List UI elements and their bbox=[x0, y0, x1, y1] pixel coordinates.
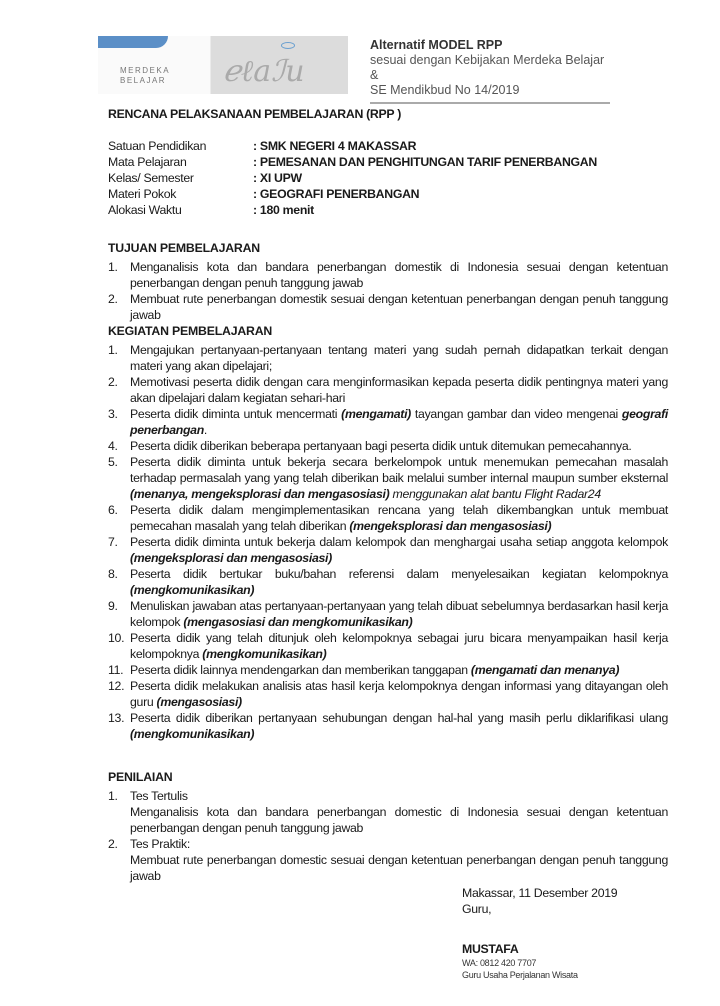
emphasis-text: (menanya, mengeksplorasi dan mengasosiasi) bbox=[130, 487, 390, 501]
list-item bbox=[108, 438, 668, 454]
item-number: 2. bbox=[108, 292, 118, 306]
logo-text: MERDEKA bbox=[120, 66, 171, 75]
identity-row bbox=[108, 186, 597, 202]
emphasis-text: (mengeksplorasi dan mengasosiasi) bbox=[130, 551, 332, 565]
item-number: 2. bbox=[108, 837, 118, 851]
identity-value: : XI UPW bbox=[253, 171, 302, 185]
assessment-type: Tes Praktik: bbox=[130, 837, 190, 851]
emphasis-text: (mengamati) bbox=[341, 407, 411, 421]
item-number: 10. bbox=[108, 631, 125, 645]
item-text-segment: Membuat rute penerbangan domestik sesuai dengan ketentuan penerbangan dengan penuh tanggung jawab bbox=[130, 292, 668, 322]
assessment-item bbox=[108, 788, 668, 836]
emphasis-text: (mengkomunikasikan) bbox=[130, 583, 255, 597]
identity-value: : GEOGRAFI PENERBANGAN bbox=[253, 187, 420, 201]
item-text bbox=[130, 710, 668, 742]
emphasis-text: menggunakan alat bantu Flight Radar24 bbox=[389, 487, 601, 501]
assessment-body bbox=[130, 836, 668, 884]
identity-value: : PEMESANAN DAN PENGHITUNGAN TARIF PENERBANGAN bbox=[253, 155, 597, 169]
identity-value: : 180 menit bbox=[253, 203, 314, 217]
item-text-segment: tayangan gambar dan video mengenai bbox=[410, 407, 622, 421]
list-item bbox=[108, 502, 668, 534]
item-number: 2. bbox=[108, 375, 118, 389]
list-item bbox=[108, 598, 668, 630]
item-text-segment: Peserta didik dalam mengimplementasikan rencana yang telah dikembangkan untuk membuat pemecahan masalah yang telah diberikan bbox=[130, 503, 668, 533]
list-item bbox=[108, 374, 668, 406]
section-tujuan bbox=[108, 240, 668, 323]
signature-block bbox=[462, 885, 617, 981]
list-item bbox=[108, 259, 668, 291]
logo-text: BELAJAR bbox=[120, 76, 167, 85]
identity-label: Satuan Pendidikan bbox=[108, 139, 207, 153]
section-heading: PENILAIAN bbox=[108, 770, 173, 784]
item-text-segment: Peserta didik diberikan beberapa pertanyaan bagi peserta didik untuk ditemukan pemecahannya. bbox=[130, 439, 632, 453]
item-text-segment: Memotivasi peserta didik dengan cara menginformasikan kepada peserta didik pentingnya materi yang akan dipelajari dalam kegiatan sehari-hari bbox=[130, 375, 668, 405]
signer-name: MUSTAFA bbox=[462, 942, 519, 956]
item-text bbox=[130, 438, 668, 454]
identity-value: : SMK NEGERI 4 MAKASSAR bbox=[253, 139, 417, 153]
signer-whatsapp: WA: 0812 420 7707 bbox=[462, 958, 537, 968]
item-text-segment: Peserta didik yang telah ditunjuk oleh kelompoknya sebagai juru bicara menyampaikan hasil kerja kelompoknya bbox=[130, 631, 668, 661]
item-text bbox=[130, 662, 668, 678]
item-text-segment: Peserta didik diminta untuk bekerja dalam kelompok dan menghargai usaha setiap anggota kelompok bbox=[130, 535, 668, 549]
assessment-description: Menganalisis kota dan bandara penerbangan domestic di Indonesia sesuai dengan ketentuan penerbangan dengan penuh tanggung jawab bbox=[130, 805, 668, 835]
item-text-segment: Peserta didik lainnya mendengarkan dan memberikan tanggapan bbox=[130, 663, 471, 677]
identity-row bbox=[108, 202, 597, 218]
signer-position: Guru Usaha Perjalanan Wisata bbox=[462, 970, 578, 980]
item-text bbox=[130, 598, 668, 630]
item-number: 6. bbox=[108, 503, 118, 517]
identity-table bbox=[108, 138, 597, 218]
header-subtitle2: SE Mendikbud No 14/2019 bbox=[370, 83, 520, 97]
identity-row bbox=[108, 138, 597, 154]
list-item bbox=[108, 630, 668, 662]
item-text bbox=[130, 291, 668, 323]
assessment-type: Tes Tertulis bbox=[130, 789, 188, 803]
item-number: 1. bbox=[108, 789, 118, 803]
emphasis-text: (mengeksplorasi dan mengasosiasi) bbox=[349, 519, 552, 533]
list-item bbox=[108, 342, 668, 374]
item-text bbox=[130, 678, 668, 710]
list-item bbox=[108, 454, 668, 502]
identity-label: Materi Pokok bbox=[108, 187, 177, 201]
section-penilaian bbox=[108, 769, 668, 884]
signature-role: Guru, bbox=[462, 902, 492, 916]
item-text bbox=[130, 566, 668, 598]
merdeka-belajar-logo: MERDEKA BELAJAR ℯℓaℐu bbox=[98, 36, 348, 94]
item-text bbox=[130, 630, 668, 662]
identity-row bbox=[108, 154, 597, 170]
item-text-segment: Menganalisis kota dan bandara penerbangan domestik di Indonesia sesuai dengan ketentuan penerbangan dengan penuh tanggung jawab bbox=[130, 260, 668, 290]
emphasis-text: (mengkomunikasikan) bbox=[130, 727, 255, 741]
section-kegiatan bbox=[108, 323, 668, 742]
list-item bbox=[108, 534, 668, 566]
emphasis-text: (mengamati dan menanya) bbox=[470, 663, 620, 677]
item-text-segment: Peserta didik bertukar buku/bahan referensi dalam menyelesaikan kegiatan kelompoknya bbox=[130, 567, 668, 581]
header-title: Alternatif MODEL RPP bbox=[370, 38, 503, 52]
item-text-segment: Peserta didik diminta untuk bekerja secara berkelompok untuk menemukan pemecahan masalah terhadap permasalah yang yang telah diberikan baik melalui sumber internal maupun sumber eksternal bbox=[130, 455, 668, 485]
item-text bbox=[130, 259, 668, 291]
assessment-description: Membuat rute penerbangan domestic sesuai dengan ketentuan penerbangan dengan penuh tanggung jawab bbox=[130, 853, 668, 883]
header-subtitle: sesuai dengan Kebijakan Merdeka Belajar & bbox=[370, 53, 605, 82]
list-item bbox=[108, 678, 668, 710]
list-item bbox=[108, 406, 668, 438]
item-text bbox=[130, 342, 668, 374]
emphasis-text: geografi penerbangan bbox=[130, 407, 668, 437]
list-item bbox=[108, 291, 668, 323]
item-text-segment: . bbox=[203, 423, 208, 437]
item-number: 9. bbox=[108, 599, 118, 613]
list-item bbox=[108, 566, 668, 598]
identity-label: Mata Pelajaran bbox=[108, 155, 187, 169]
item-number: 3. bbox=[108, 407, 118, 421]
section-heading: TUJUAN PEMBELAJARAN bbox=[108, 241, 260, 255]
item-text-segment: Menuliskan jawaban atas pertanyaan-pertanyaan yang telah dibuat sebelumnya berdasarkan hasil kerja kelompok bbox=[130, 599, 668, 629]
item-number: 7. bbox=[108, 535, 118, 549]
identity-label: Kelas/ Semester bbox=[108, 171, 194, 185]
section-heading: KEGIATAN PEMBELAJARAN bbox=[108, 324, 273, 338]
item-text bbox=[130, 534, 668, 566]
list-item bbox=[108, 710, 668, 742]
item-number: 1. bbox=[108, 343, 118, 357]
identity-row bbox=[108, 170, 597, 186]
item-number: 5. bbox=[108, 455, 118, 469]
item-text-segment: Mengajukan pertanyaan-pertanyaan tentang materi yang sudah pernah didapatkan terkait dengan materi yang akan dipelajari; bbox=[130, 343, 668, 373]
item-text-segment: Peserta didik melakukan analisis atas hasil kerja kelompoknya dengan informasi yang ditayangan oleh guru bbox=[130, 679, 668, 709]
item-number: 1. bbox=[108, 260, 118, 274]
item-text-segment: Peserta didik diminta untuk mencermati bbox=[130, 407, 342, 421]
item-text bbox=[130, 406, 668, 438]
emphasis-text: (mengasosiasi dan mengkomunikasikan) bbox=[183, 615, 413, 629]
place-date: Makassar, 11 Desember 2019 bbox=[462, 886, 618, 900]
emphasis-text: (mengkomunikasikan) bbox=[202, 647, 327, 661]
header-caption bbox=[370, 38, 610, 104]
item-text bbox=[130, 374, 668, 406]
assessment-body bbox=[130, 788, 668, 836]
emphasis-text: (mengasosiasi) bbox=[156, 695, 242, 709]
item-number: 12. bbox=[108, 679, 125, 693]
item-number: 4. bbox=[108, 439, 118, 453]
item-number: 11. bbox=[108, 663, 124, 677]
item-text bbox=[130, 454, 668, 502]
item-text bbox=[130, 502, 668, 534]
identity-label: Alokasi Waktu bbox=[108, 203, 182, 217]
item-text-segment: Peserta didik diberikan pertanyaan sehubungan dengan hal-hal yang masih perlu diklarifikasi ulang bbox=[130, 711, 668, 725]
doc-title: RENCANA PELAKSANAAN PEMBELAJARAN (RPP ) bbox=[108, 107, 402, 121]
item-number: 13. bbox=[108, 711, 125, 725]
list-item bbox=[108, 662, 668, 678]
item-number: 8. bbox=[108, 567, 118, 581]
assessment-item bbox=[108, 836, 668, 884]
